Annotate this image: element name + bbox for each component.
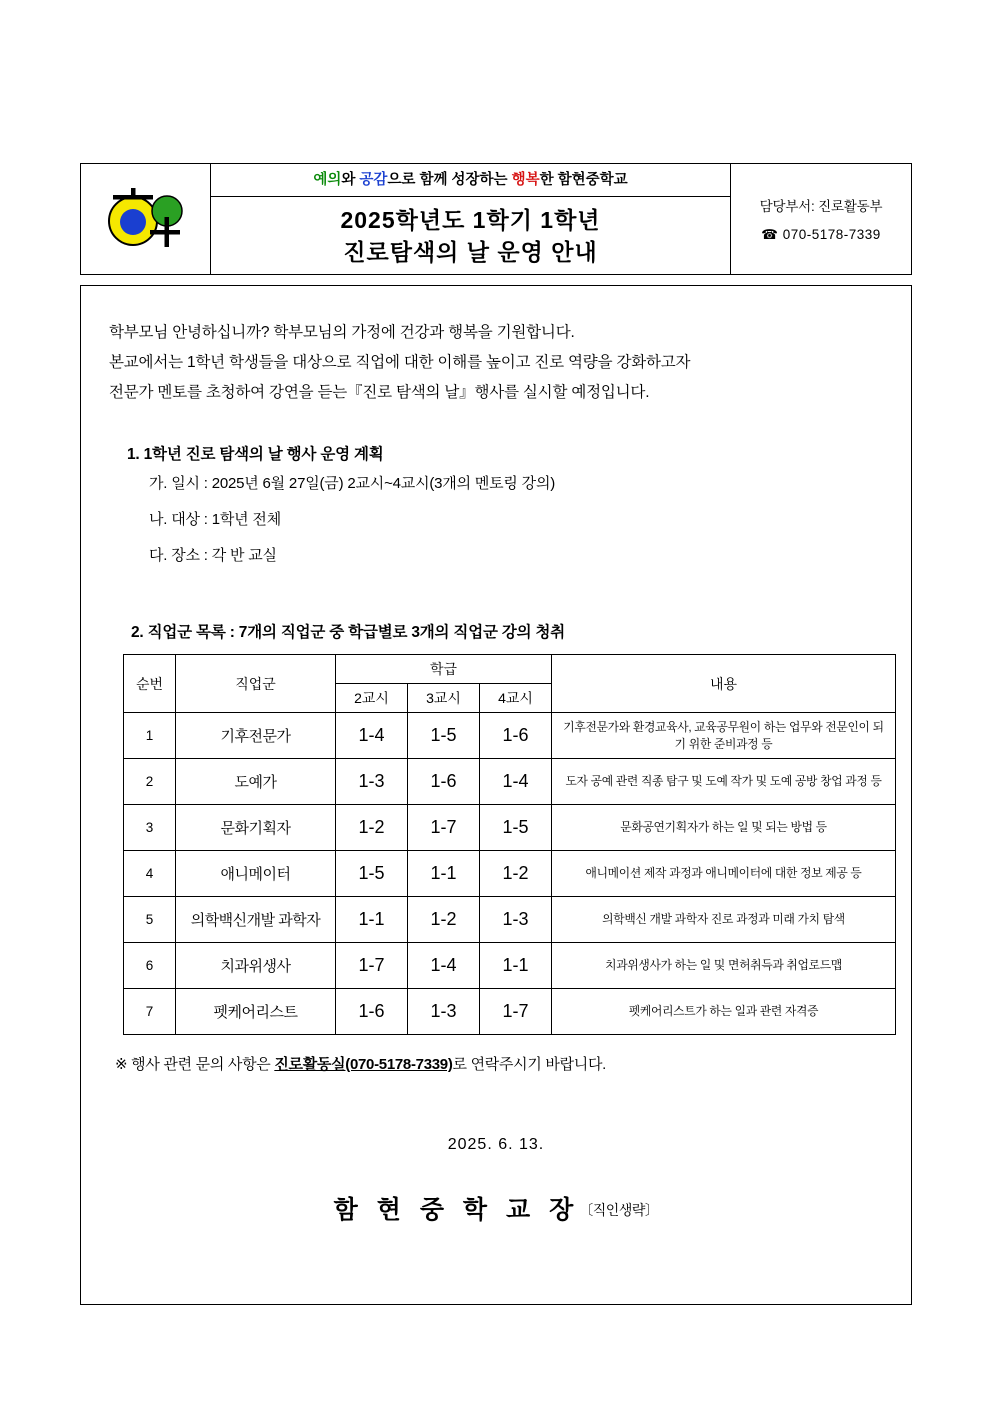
section-1-item-1: 가. 일시 : 2025년 6월 27일(금) 2교시~4교시(3개의 멘토링 강의)	[149, 475, 556, 492]
cell-p4: 1-6	[480, 713, 552, 759]
school-name: 함 현 중 학 교 장	[333, 1196, 580, 1224]
cell-p4: 1-7	[480, 989, 552, 1035]
cell-desc: 기후전문가와 환경교육사, 교육공무원이 하는 업무와 전문인이 되기 위한 준비과정 등	[552, 713, 896, 759]
header-center	[211, 164, 731, 274]
cell-no: 3	[124, 805, 176, 851]
greeting-line-1: 학부모님 안녕하십니까? 학부모님의 가정에 건강과 행복을 기원합니다.	[109, 324, 575, 341]
section-1-item-2: 나. 대상 : 1학년 전체	[149, 511, 281, 528]
phone-label: ☎ 070-5178-7339	[761, 227, 881, 242]
cell-job: 문화기획자	[176, 805, 336, 851]
cell-p2: 1-6	[336, 989, 408, 1035]
slogan-part-4: 으로 함께 성장하는	[387, 172, 512, 188]
table-row	[124, 943, 896, 989]
th-period-3: 3교시	[408, 684, 480, 713]
cell-p2: 1-5	[336, 851, 408, 897]
th-period-2: 2교시	[336, 684, 408, 713]
cell-p4: 1-3	[480, 897, 552, 943]
document-header	[80, 163, 912, 275]
document-body	[80, 285, 912, 1305]
department-label: 담당부서: 진로활동부	[759, 199, 883, 214]
section-1-item-3: 다. 장소 : 각 반 교실	[149, 547, 277, 564]
cell-job: 기후전문가	[176, 713, 336, 759]
cell-p2: 1-2	[336, 805, 408, 851]
th-job: 직업군	[176, 655, 336, 713]
cell-desc: 문화공연기획자가 하는 일 및 되는 방법 등	[552, 805, 896, 851]
note-suffix: 로 연락주시기 바랍니다.	[452, 1056, 607, 1073]
slogan-part-1: 예의	[313, 172, 342, 188]
cell-p4: 1-1	[480, 943, 552, 989]
cell-p4: 1-5	[480, 805, 552, 851]
cell-desc: 치과위생사가 하는 일 및 면허취득과 취업로드맵	[552, 943, 896, 989]
cell-desc: 펫케어리스트가 하는 일과 관련 자격증	[552, 989, 896, 1035]
title-line-2: 진로탐색의 날 운영 안내	[343, 238, 598, 265]
cell-p3: 1-7	[408, 805, 480, 851]
cell-no: 7	[124, 989, 176, 1035]
th-class-group: 학급	[336, 655, 552, 684]
table-row	[124, 897, 896, 943]
table-row	[124, 805, 896, 851]
cell-no: 4	[124, 851, 176, 897]
th-no: 순번	[124, 655, 176, 713]
table-row	[124, 851, 896, 897]
cell-p3: 1-3	[408, 989, 480, 1035]
school-slogan	[211, 164, 730, 197]
cell-desc: 의학백신 개발 과학자 진로 과정과 미래 가치 탐색	[552, 897, 896, 943]
title-line-1: 2025학년도 1학기 1학년	[340, 206, 601, 233]
cell-p2: 1-3	[336, 759, 408, 805]
slogan-part-2: 와	[341, 172, 360, 188]
greeting-line-3: 전문가 멘토를 초청하여 강연을 듣는『진로 탐색의 날』행사를 실시할 예정입니다.	[109, 384, 650, 401]
school-logo-icon	[100, 184, 192, 254]
job-groups-table	[123, 654, 896, 1035]
cell-p3: 1-5	[408, 713, 480, 759]
cell-no: 5	[124, 897, 176, 943]
cell-no: 2	[124, 759, 176, 805]
cell-no: 6	[124, 943, 176, 989]
table-header-row-1	[124, 655, 896, 684]
contact-note	[109, 1053, 883, 1074]
table-row	[124, 713, 896, 759]
th-period-4: 4교시	[480, 684, 552, 713]
cell-job: 펫케어리스트	[176, 989, 336, 1035]
cell-desc: 도자 공예 관련 직종 탐구 및 도예 작가 및 도예 공방 창업 과정 등	[552, 759, 896, 805]
note-contact: 진로활동실(070-5178-7339)	[274, 1056, 453, 1073]
slogan-part-5: 행복	[511, 172, 540, 188]
table-row	[124, 759, 896, 805]
school-logo-cell	[81, 164, 211, 274]
cell-no: 1	[124, 713, 176, 759]
cell-p2: 1-7	[336, 943, 408, 989]
cell-p2: 1-4	[336, 713, 408, 759]
greeting-paragraph	[109, 318, 883, 408]
slogan-part-3: 공감	[359, 172, 388, 188]
table-row	[124, 989, 896, 1035]
greeting-line-2: 본교에서는 1학년 학생들을 대상으로 직업에 대한 이해를 높이고 진로 역량을 강화하고자	[109, 354, 691, 371]
cell-job: 치과위생사	[176, 943, 336, 989]
cell-job: 도예가	[176, 759, 336, 805]
th-content: 내용	[552, 655, 896, 713]
cell-p3: 1-1	[408, 851, 480, 897]
cell-p3: 1-2	[408, 897, 480, 943]
slogan-part-6: 한 함현중학교	[539, 172, 628, 188]
cell-p4: 1-4	[480, 759, 552, 805]
cell-p2: 1-1	[336, 897, 408, 943]
section-1-title: 1. 1학년 진로 탐색의 날 행사 운영 계획	[127, 446, 384, 463]
issue-date: 2025. 6. 13.	[447, 1136, 545, 1153]
cell-job: 의학백신개발 과학자	[176, 897, 336, 943]
cell-p3: 1-6	[408, 759, 480, 805]
seal-note: 〔직인생략〕	[579, 1202, 659, 1218]
cell-job: 애니메이터	[176, 851, 336, 897]
signature-line	[109, 1190, 883, 1226]
note-prefix: ※ 행사 관련 문의 사항은	[115, 1056, 275, 1073]
cell-p4: 1-2	[480, 851, 552, 897]
header-contact	[731, 164, 911, 274]
cell-desc: 애니메이션 제작 과정과 애니메이터에 대한 정보 제공 등	[552, 851, 896, 897]
cell-p3: 1-4	[408, 943, 480, 989]
document-title	[211, 197, 730, 274]
section-2-title: 2. 직업군 목록 : 7개의 직업군 중 학급별로 3개의 직업군 강의 청취	[131, 624, 566, 641]
